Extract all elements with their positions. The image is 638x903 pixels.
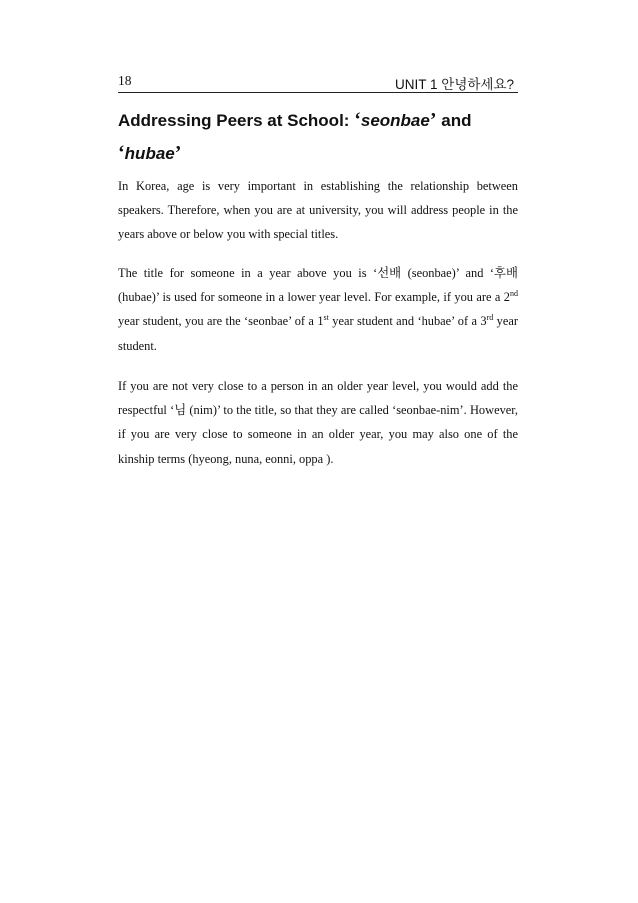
page-header <box>118 70 518 93</box>
paragraph-age-importance: In Korea, age is very important in establishing the relationship between speakers. Therefore, when you are at university, you will address people in the years above or below you with special titles. <box>118 179 518 242</box>
ordinal-suffix: st <box>323 313 329 323</box>
title-term-hubae: hubae <box>124 144 175 163</box>
ordinal-suffix: nd <box>510 289 518 299</box>
paragraph-text: year student. <box>118 314 518 353</box>
paragraph-text: year student, you are the ‘seonbae’ of a 1 <box>118 314 324 329</box>
paragraph-honorific: If you are not very close to a person in an older year level, you would add the respectful ‘님 (nim)’ to the title, so that they are called ‘seonbae-nim’. However, if you are very close to someone in an older year, you may also one of the kinship terms (hyeong, nuna, eonni, oppa ). <box>118 379 518 466</box>
title-lead: Addressing Peers at School: <box>118 111 355 130</box>
section-title <box>118 104 528 170</box>
title-and: and <box>436 111 472 130</box>
title-quote-open: ‘ <box>118 142 125 164</box>
title-quote-open: ‘ <box>354 109 361 131</box>
paragraph-text: year student and ‘hubae’ of a 3 <box>328 314 487 329</box>
paragraph-text: The title for someone in a year above you is ‘선배 (seonbae)’ and ‘후배 (hubae)’ is used for someone in a lower year level. For example, if you are a 2 <box>118 266 518 305</box>
title-term-seonbae: seonbae <box>360 111 430 130</box>
page-number: 18 <box>118 73 132 88</box>
title-quote-close: ’ <box>429 109 437 131</box>
paragraph-titles <box>118 261 518 358</box>
running-title: UNIT 1 안녕하세요? <box>395 77 514 92</box>
ordinal-suffix: rd <box>486 313 494 323</box>
title-quote-close: ’ <box>174 142 182 164</box>
